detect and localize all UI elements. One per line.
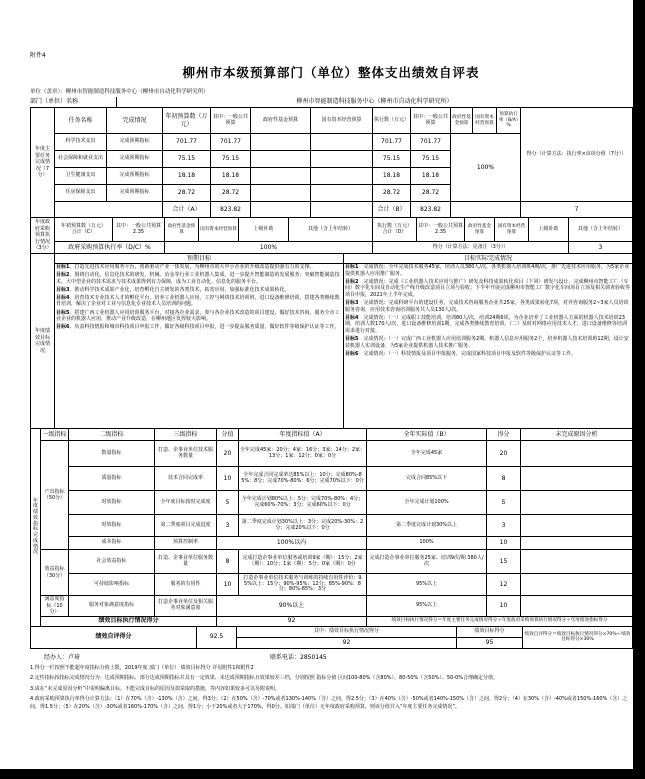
goal-result-paragraph: 目标5 完成情况：（一）完成广西工业机器人应用培训服务2期，机器人信息应用服务2个，培养机器人技术培训班12期，设计安装机器人实训设备，为5家企业提供机器人技术推广服务。 — [345, 335, 629, 349]
task-status: 完成预期指标 — [107, 151, 163, 168]
notes-block — [30, 665, 632, 712]
self-score-label: 绩效自评得分 — [31, 626, 197, 648]
ind-reason — [521, 441, 633, 467]
ind-actual: 全年完成计划100% — [367, 491, 487, 515]
task-budget-capital — [311, 185, 373, 202]
task-budget-capital — [311, 168, 373, 185]
procurement-table — [30, 217, 633, 254]
hdr-exec-capital: 国有资本经营预算 — [473, 108, 497, 134]
ind-actual: 完成打造企事业单位服务25家、培训9次/期 380人/次 — [367, 550, 487, 574]
ind-target-merged: 90%以上 — [217, 596, 367, 617]
agent-name: 经办人：卢琦 — [44, 653, 81, 661]
ind-level3: 全年度目标按时完成度 — [155, 491, 217, 515]
actual-goals-text — [344, 264, 633, 429]
task-budget-capital — [311, 134, 373, 151]
document-page — [30, 50, 632, 714]
ind-score: 10 — [487, 537, 521, 550]
ind-level2: 质量指标 — [69, 467, 155, 491]
summary-table — [30, 626, 633, 649]
task-budget-fund — [251, 134, 311, 151]
hdr-budget-fund: 政府性基金预算 — [251, 108, 311, 134]
ind-reason — [521, 574, 633, 596]
section1-score-note: 得分（计算方法：执行率×该项分值（7分）） — [521, 108, 633, 202]
task-exec-general: 28.72 — [411, 185, 451, 202]
hdr-exec: 执行数（万元） — [373, 108, 411, 134]
ind-score: 5 — [487, 491, 521, 515]
dept-name-row — [30, 97, 632, 107]
ind-reason — [521, 550, 633, 574]
proc-budget-total-label: 合计（C） — [71, 228, 96, 235]
hdr-reason: 未完成原因分析 — [521, 429, 633, 441]
proc-exec-total-label: 合计（D） — [382, 228, 407, 235]
goal-paragraph: 目标5、搭建广西工业机器人应用培训服务平台，对接各企业需求，参与各企业技术改造的项目建设，做好技术咨询、服务全市工业企业的机器人应用，推动产业升级改造，在柳州地区发挥较大影响。 — [56, 309, 340, 323]
total-budget-capital — [311, 202, 373, 218]
task-budget-general: 18.18 — [211, 168, 251, 185]
proc-exec-general-cell — [417, 218, 465, 242]
total-a-value: 823.82 — [211, 202, 251, 218]
proc-ef-label: 政府性基金预算 — [465, 218, 495, 242]
proc-bg-label: 其中：一般公共预算 — [115, 222, 161, 229]
ind-actual: 100% — [367, 537, 487, 550]
ind-level2: 可持续影响指标 — [69, 574, 155, 596]
proc-bg-value: 2.35 — [132, 228, 145, 235]
page-title: 柳州市本级预算部门（单位）整体支出绩效自评表 — [182, 65, 480, 80]
goal-paragraph: 目标1、打造先进技术应用服务平台，创新驱动产业一体发展，为柳州市的大中小企业的升级改造提供强有力的支撑。 — [56, 264, 315, 270]
exec-score-label: 绩效目标执行情况得分 — [41, 616, 217, 626]
indicator-table — [30, 428, 633, 627]
proc-budget-label: 年初预算数（万元） — [60, 222, 106, 229]
proc-score: 3 — [569, 242, 633, 254]
proc-eu-label: 上级补助 — [529, 218, 569, 242]
goal-paragraph: 目标4、培育技术专业技术人才的孵化平台，培养工业机器人应用、工控与网络技术培训班，进口设备维修培训，搭建各类继续教育培训，解决了企业对工业与信息化专业技术人员培训的问题。 — [56, 294, 340, 308]
total-rate-spacer — [451, 202, 521, 218]
hdr-target-value: 年度指标值（A） — [239, 429, 367, 441]
ind-level3: 第二季度项目完成进度 — [155, 515, 217, 537]
ind-level3: 打造、企事业单位技术服务数量 — [155, 441, 217, 467]
task-name: 住房保障支出 — [55, 185, 107, 202]
task-budget-general: 75.15 — [211, 151, 251, 168]
goals-table — [30, 253, 633, 429]
proc-bc-label: 国有资本经营预算 — [199, 218, 239, 242]
proc-ec-label: 国有资本经营预算 — [495, 218, 529, 242]
right-black-bar — [633, 0, 645, 779]
expected-goals-header: 预期目标 — [55, 254, 344, 264]
hdr-task-name: 任务名称 — [55, 108, 107, 134]
proc-exec-cell — [373, 218, 417, 242]
ind-level2: 社会效益指标 — [69, 550, 155, 574]
section2-label: 年度政府采购预算执行情况（3分） — [31, 218, 55, 254]
ind-target: 全年完成合同完成率达85%以上：10分；完成80%-85%：8分；完成70%-80%：6分；完成70%以下：0分 — [239, 467, 367, 491]
proc-exec-label: 执行数（万元） — [376, 222, 412, 229]
self-score-value: 92.5 — [197, 626, 237, 648]
ind-reason — [521, 491, 633, 515]
ind-target: 全年完成计划80%以上：5分；完成70%-80%：4分；完成60%-70%：3分；完成60%以下：0分 — [239, 491, 367, 515]
ind-points: 5 — [217, 491, 239, 515]
hdr-exec-rate: 预算执行率（B/A）% — [497, 108, 521, 134]
ind-score: 20 — [487, 441, 521, 467]
goal-paragraph: 目标2、围绕自动化、信息化技术的研发，机械、冶金等行业工业机器人集成，进一步提升智能制造的发展服务；突破智能制造技术，大中型企业的技术需求与技术成果得到有力保障，成为工业自动化、信息化的服务平台。 — [56, 272, 340, 285]
task-budget: 28.72 — [163, 185, 211, 202]
ind-score: 15 — [487, 550, 521, 574]
ind-actual: 全年完成45家 — [367, 441, 487, 467]
task-budget-capital — [311, 151, 373, 168]
ind-target: 打造企事业单位技术服务与训练的持续有用性评价：95%以上：15分；90%-95%：12分；85%-90%：8分；80%-85%：3分 — [239, 574, 367, 596]
bottom-black-bar — [0, 769, 645, 779]
hdr-actual-value: 全年实际值（B） — [367, 429, 487, 441]
actual-goals-header: 目标实际完成情况 — [344, 254, 633, 264]
hdr-budget-capital: 国有资本经营预算 — [311, 108, 373, 134]
proc-bf-label: 政府性基金预算 — [165, 218, 199, 242]
task-exec: 701.77 — [373, 134, 411, 151]
ind-target: 第二季度完成计划30%以上：3分；完成20%-30%：2分；完成20%以下：0分 — [239, 515, 367, 537]
self-score-mid-value: 92 — [237, 637, 457, 648]
task-name: 社会保障和就业支出 — [55, 151, 107, 168]
hdr-budget: 年初预算数（万元） — [163, 108, 211, 134]
ind-reason — [521, 537, 633, 550]
attachment-label: 附件4 — [30, 52, 46, 59]
contact-phone: 联系电话：2850145 — [270, 653, 327, 661]
dept-name-value: 柳州市智能制造科技服务中心（柳州市自动化科学研究所） — [296, 98, 453, 105]
exec-score-formula: 绩效目标执行情况得分＝年度主要任务完成情况得分＋年度政府采购预算执行情况得分＋年度绩效指标得分 — [367, 616, 633, 626]
proc-rate-value: 100% — [165, 242, 373, 254]
main-task-table — [30, 107, 633, 218]
proc-eo-label: 其他（含上年结转） — [569, 218, 633, 242]
ind-actual: 第二季度完成计划30%以上 — [367, 515, 487, 537]
group-output-indicators: 产出指标（50分） — [41, 441, 69, 550]
task-budget: 75.15 — [163, 151, 211, 168]
footer-line — [30, 652, 632, 661]
ind-level3: 打造、企事业单位服务数量 — [155, 550, 217, 574]
group-satisfaction-indicators: 满意度指标（10分） — [41, 596, 69, 617]
note-2: 2.定性指标按指标完成情况分为：达成预期指标、部分达成预期指标并具有一定效果、未达成预期指标且效果较差三档，分别按照 指标分值 区间100-80%（含80%）、80-50%（含50%）、50-0%合理确定分值。 — [30, 675, 499, 681]
ind-target: 完成打造企事业单位服务或培训9家（期）：15分；2家（期）：10分；1家（期）：5分；0家（期）：0分 — [239, 550, 367, 574]
ind-level2: 时效指标 — [69, 515, 155, 537]
task-exec-general: 18.18 — [411, 168, 451, 185]
ind-reason — [521, 467, 633, 491]
task-status: 完成预期指标 — [107, 185, 163, 202]
goal-score-label: 绩效目标得分 — [457, 626, 523, 637]
ind-level2: 服务对象满意度指标 — [69, 596, 155, 617]
ind-level3: 服务的有用性 — [155, 574, 217, 596]
ind-points: 10 — [217, 467, 239, 491]
proc-bu-label: 上级补助 — [239, 218, 289, 242]
task-exec: 18.18 — [373, 168, 411, 185]
task-status: 完成预期指标 — [107, 134, 163, 151]
task-name: 卫生健康支出 — [55, 168, 107, 185]
ind-points: 10 — [217, 574, 239, 596]
goal-paragraph: 目标6、负责科技情报和城市科技项目申报工作，做好各级科技项目申报，进一步提高服务质量，做好软件等级保护认证等工作。 — [56, 324, 340, 331]
task-exec-general: 701.77 — [411, 134, 451, 151]
ind-actual: 完成合同85%以下 — [367, 467, 487, 491]
group-benefit-indicators: 效益指标（30分） — [41, 550, 69, 596]
ind-level2: 数量指标 — [69, 441, 155, 467]
ind-level3: 预算控制率 — [155, 537, 217, 550]
ind-score: 3 — [487, 515, 521, 537]
ind-points: 3 — [217, 515, 239, 537]
ind-level2: 时效指标 — [69, 491, 155, 515]
ind-score: 12 — [487, 574, 521, 596]
total-budget-fund — [251, 202, 311, 218]
hdr-level2: 二级指标 — [69, 429, 155, 441]
goal-result-paragraph: 目标6 完成情况：（一）科技情报及项目申报服务，完成国家科技项目申报及软件等级保护认证等工作。 — [345, 350, 576, 357]
ind-level2: 成本指标 — [69, 537, 155, 550]
proc-budget-general-cell — [113, 218, 165, 242]
total-b-label: 合计（B） — [373, 202, 411, 218]
ind-level3: 技术合同完成率 — [155, 467, 217, 491]
total-a-label: 合计（A） — [163, 202, 211, 218]
hdr-budget-general: 其中：一般公共预算 — [211, 108, 251, 134]
goal-result-paragraph: 目标4 完成情况：（一）完成职工技能培训，培训80人/次，培训24期6项，为企业培养了工业机器人方面的机器人技术培训23期，培训人数170人/次，进口设备维修培训1期，完成各类继续教育培训。（二）及时对网络应用技术人才、进口设备维修等培训需求进行对接。 — [345, 314, 627, 334]
task-budget: 701.77 — [163, 134, 211, 151]
total-b-value: 823.82 — [411, 202, 451, 218]
ind-target: 全年完成45家：20分；4家：16分；3家：14分；2家：13分；1家：12分；0家：0分 — [239, 441, 367, 467]
task-budget-fund — [251, 168, 311, 185]
goal-result-paragraph: 目标3 完成情况：完成科研平台的建设任务，完成技术咨询服务企业共25家，各类成果转化7项，对外咨询服务2~3家人员培训服务咨询，应用技术咨询培训服务共人员130人/次。 — [345, 299, 629, 313]
task-budget-general: 701.77 — [211, 134, 251, 151]
hdr-exec-general: 其中：一般公共预算 — [411, 108, 451, 134]
goal-result-paragraph: 目标2 完成情况：完成《工业机器人技术应用与推广》研发及科技成果转化项目（下同）研发与设计，完成柳州市智能工厂（车间）数字化车间及自动化生产线升级改造项目立项与验收；下半年开展完成柳州市智能工厂数字化车间项目立项及相关调查验收等项目申报，2021年上半年完成。 — [345, 278, 631, 298]
ind-reason — [521, 515, 633, 537]
ind-level3: 打造企事业单位及相关服务对象满意度 — [155, 596, 217, 617]
hdr-level3: 三级指标 — [155, 429, 217, 441]
proc-eg-label: 其中：一般公共预算 — [418, 222, 464, 229]
ind-reason — [521, 596, 633, 617]
proc-eg-value: 2.35 — [434, 228, 447, 235]
task-budget-fund — [251, 151, 311, 168]
unit-seal-line: 单位（盖章）：柳州市智能制造科技服务中心（柳州市自动化科学研究所） — [30, 89, 209, 95]
hdr-exec-fund: 政府性基金预算 — [451, 108, 473, 134]
task-exec: 28.72 — [373, 185, 411, 202]
section3-label: 年度绩效目标完成情况 — [31, 254, 55, 429]
note-3: 3.请在“未完成原因分析”中说明偏离目标、不能完成目标的原因及拟采取的措施，等内容如果较多可以另附说明。 — [30, 685, 280, 692]
goal-score-value: 95 — [457, 637, 523, 648]
total-row-spacer — [55, 202, 163, 218]
goal-result-paragraph: 目标1 完成情况：全年完成技术服务45家，培训人员380人/次，各类机器人培训班4期/次，推广先进技术应用服务，为5家企业提供机器人应用推广服务。 — [345, 264, 630, 277]
note-4: 4.政府采购预算执行率得分计算方法：（1）在70%（含）-130%（含）之间，得3分；（2）在50%（含）-70%或者130%-140%（含）之间，得2.5分；（3）在40%（含）-50%或者140%-150%（含）之间，得2分；（4）在30%（含）-40%或者150%-160%（含）之间，得1.5分；（5）在20%（含）-30%或者160%-170%（含）之间，得1分；小于20%或者大于170%，得0分。如部门（单位）无年度政府采购预算，则该分值并入“年度主要任务完成情况”。 — [30, 696, 628, 710]
task-exec-general: 75.15 — [411, 151, 451, 168]
ind-actual: 95%以上 — [367, 596, 487, 617]
hdr-score: 得分 — [487, 429, 521, 441]
section1-label: 年度主要任务完成情况（7分） — [31, 108, 55, 218]
section4-label: 年度绩效指标完成情况 — [31, 429, 41, 627]
ind-target-merged: 100%以内 — [217, 537, 367, 550]
proc-rate-label: 政府采购预算执行率（D/C）% — [55, 242, 165, 254]
self-score-formula: 绩效自评得分＝绩效目标执行情况得分×70%＋绩效目标得分×30% — [523, 626, 633, 648]
self-score-mid-label: 其中：绩效目标执行情况得分 — [237, 626, 457, 637]
exec-score-value: 92 — [217, 616, 367, 626]
hdr-points: 分值 — [217, 429, 239, 441]
ind-actual: 95%以上 — [367, 574, 487, 596]
hdr-status: 完成情况 — [107, 108, 163, 134]
proc-budget-cell — [55, 218, 113, 242]
section1-rate-value: 100% — [451, 134, 521, 202]
task-status: 完成预期指标 — [107, 168, 163, 185]
note-1: 1.得分一栏按照不能超年度指标分值上限，2019年度 部门（单位） 绩效目标得分 详见附件1和附件2 — [30, 664, 254, 671]
section1-score: 7 — [521, 202, 633, 218]
goal-paragraph: 目标3、推动科学技术成果产业化，培育孵化自主研发的各类技术，拓宽应用，加强标准化技术成果转化。 — [56, 286, 290, 293]
hdr-level1: 一级指标 — [41, 429, 69, 441]
ind-score: 10 — [487, 596, 521, 617]
task-budget-fund — [251, 185, 311, 202]
task-budget-general: 28.72 — [211, 185, 251, 202]
task-exec: 75.15 — [373, 151, 411, 168]
ind-points: 20 — [217, 441, 239, 467]
ind-score: 8 — [487, 467, 521, 491]
task-name: 科学技术支出 — [55, 134, 107, 151]
dept-name-label: 部门（单位）名称 — [30, 97, 117, 107]
expected-goals-text — [55, 264, 344, 429]
task-budget: 18.18 — [163, 168, 211, 185]
proc-bo-label: 其他（含上年结转） — [289, 218, 373, 242]
proc-score-note: 得分（计算方法：见备注（3分）） — [373, 242, 569, 254]
ind-points: 8 — [217, 550, 239, 574]
